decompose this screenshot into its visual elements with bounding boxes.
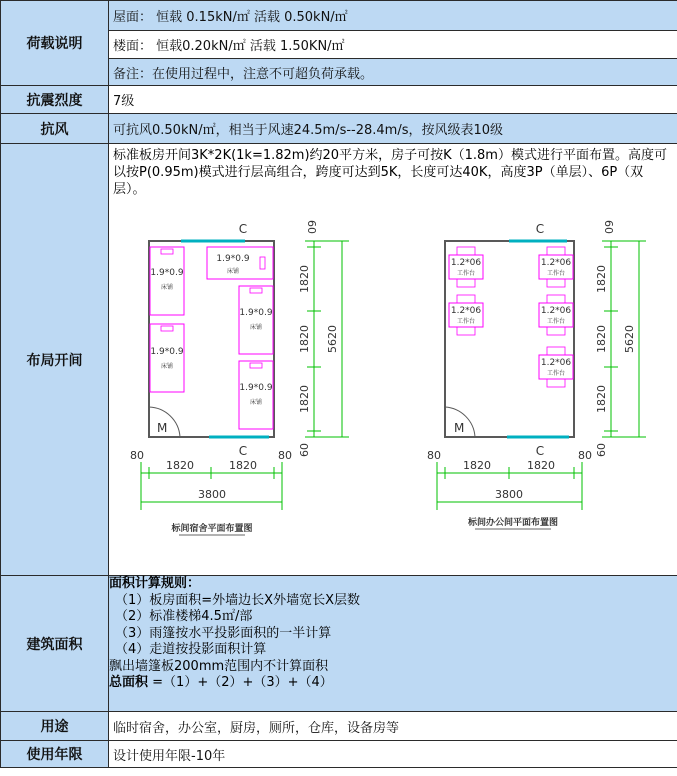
desk bbox=[539, 247, 573, 287]
left-door-label: M bbox=[157, 421, 168, 435]
dim-text: 60 bbox=[602, 220, 615, 234]
area-rule-item: （4）走道按投影面积计算 bbox=[115, 642, 267, 657]
desk bbox=[539, 347, 573, 387]
load-label: 荷载说明 bbox=[1, 1, 109, 86]
right-horizontal-dimensions bbox=[437, 462, 582, 510]
dim-text: 80 bbox=[427, 449, 441, 462]
area-total-label: 总面积 bbox=[109, 675, 149, 690]
svg-text:1.2*06: 1.2*06 bbox=[450, 306, 482, 316]
bed bbox=[239, 361, 273, 429]
right-floor-plan bbox=[427, 220, 646, 529]
floor-load: 楼面： 恒载0.20kN/㎡ 活载 1.50KN/㎡ bbox=[109, 31, 677, 59]
svg-text:床铺: 床铺 bbox=[249, 324, 263, 331]
svg-text:床铺: 床铺 bbox=[160, 284, 174, 291]
dim-total-vertical: 5620 bbox=[326, 325, 339, 353]
area-total-formula: =（1）+（2）+（3）+（4） bbox=[152, 675, 333, 690]
dim-text: 1820 bbox=[595, 385, 608, 413]
dim-text: 60 bbox=[298, 443, 311, 457]
right-door-label: M bbox=[454, 421, 465, 435]
area-rules bbox=[109, 576, 677, 712]
svg-text:工作台: 工作台 bbox=[546, 270, 566, 277]
svg-text:床铺: 床铺 bbox=[249, 399, 263, 406]
svg-text:1.9*0.9: 1.9*0.9 bbox=[150, 268, 184, 278]
dim-text: 80 bbox=[278, 449, 292, 462]
dim-text: 1820 bbox=[595, 325, 608, 353]
svg-text:1.9*0.9: 1.9*0.9 bbox=[150, 347, 184, 357]
dim-text: 80 bbox=[130, 449, 144, 462]
desk bbox=[539, 295, 573, 335]
dim-text: 1820 bbox=[298, 265, 311, 293]
layout-description: 标准板房开间3K*2K(1k=1.82m)约20平方米，房子可按K（1.8m）模式进行平面布置。高度可以按P(0.95m)模式进行层高组合，跨度可达到5K，长度可达40K，高度3P（单层）、6P（双层）。 bbox=[113, 148, 667, 197]
svg-text:床铺: 床铺 bbox=[226, 268, 240, 275]
right-top-label: C bbox=[535, 222, 545, 236]
svg-text:1.2*06: 1.2*06 bbox=[450, 258, 482, 268]
dim-text: 1820 bbox=[166, 459, 194, 472]
area-rule-item: （1）板房面积=外墙边长X外墙宽长X层数 bbox=[115, 592, 360, 608]
dim-text: 1820 bbox=[298, 385, 311, 413]
dim-text: 60 bbox=[595, 443, 608, 457]
load-note: 备注：在使用过程中，注意不可超负荷承载。 bbox=[109, 59, 677, 86]
bed bbox=[207, 247, 273, 279]
svg-text:工作台: 工作台 bbox=[546, 370, 566, 377]
bed bbox=[150, 324, 184, 392]
bed bbox=[150, 247, 184, 315]
dim-total-horizontal: 3800 bbox=[198, 488, 226, 501]
svg-text:1.2*06: 1.2*06 bbox=[540, 306, 572, 316]
layout-label: 布局开间 bbox=[1, 144, 109, 576]
area-rule-item: （3）雨篷按水平投影面积的一半计算 bbox=[115, 625, 332, 641]
svg-text:工作台: 工作台 bbox=[456, 270, 476, 277]
usage-value: 临时宿舍，办公室，厨房，厕所，仓库，设备房等 bbox=[109, 712, 677, 741]
svg-text:1.9*0.9: 1.9*0.9 bbox=[239, 308, 273, 318]
svg-text:1.9*0.9: 1.9*0.9 bbox=[239, 383, 273, 393]
left-bottom-label: C bbox=[238, 444, 248, 458]
svg-text:1.9*0.9: 1.9*0.9 bbox=[216, 254, 250, 264]
desk bbox=[449, 295, 483, 335]
area-label: 建筑面积 bbox=[1, 576, 109, 712]
dim-text: 1820 bbox=[463, 459, 491, 472]
svg-text:工作台: 工作台 bbox=[456, 318, 476, 325]
roof-load: 屋面： 恒载 0.15kN/㎡ 活载 0.50kN/㎡ bbox=[109, 1, 677, 31]
floor-plans-svg bbox=[109, 207, 676, 575]
lifespan-label: 使用年限 bbox=[1, 741, 109, 768]
svg-text:床铺: 床铺 bbox=[160, 363, 174, 370]
left-horizontal-dimensions bbox=[141, 462, 282, 510]
seismic-value: 7级 bbox=[109, 86, 677, 114]
dim-text: 1820 bbox=[527, 459, 555, 472]
lifespan-value: 设计使用年限-10年 bbox=[109, 741, 677, 768]
desk bbox=[449, 247, 483, 287]
left-floor-plan bbox=[130, 220, 349, 535]
left-plan-caption: 标间宿舍平面布置图 bbox=[171, 524, 253, 534]
seismic-label: 抗震烈度 bbox=[1, 86, 109, 114]
svg-text:工作台: 工作台 bbox=[546, 318, 566, 325]
area-rules-title: 面积计算规则： bbox=[109, 576, 201, 591]
svg-text:1.2*06: 1.2*06 bbox=[540, 358, 572, 368]
dim-text: 1820 bbox=[229, 459, 257, 472]
right-bottom-label: C bbox=[535, 444, 545, 458]
dim-text: 1820 bbox=[595, 265, 608, 293]
dim-total-vertical: 5620 bbox=[623, 325, 636, 353]
wind-value: 可抗风0.50kN/㎡，相当于风速24.5m/s--28.4m/s，按风级表10级 bbox=[109, 114, 677, 144]
area-total bbox=[109, 675, 677, 692]
dim-total-horizontal: 3800 bbox=[495, 488, 523, 501]
usage-label: 用途 bbox=[1, 712, 109, 741]
bed bbox=[239, 286, 273, 354]
layout-cell bbox=[109, 144, 677, 576]
floor-plan-drawings bbox=[109, 207, 677, 575]
left-top-label: C bbox=[238, 222, 248, 236]
right-plan-caption: 标间办公间平面布置图 bbox=[467, 518, 559, 528]
dim-text: 80 bbox=[578, 449, 592, 462]
dim-text: 1820 bbox=[298, 325, 311, 353]
dim-text: 60 bbox=[305, 220, 318, 234]
area-note: 飘出墙篷板200mm范围内不计算面积 bbox=[109, 658, 329, 674]
area-rule-item: （2）标准楼梯4.5㎡/部 bbox=[115, 609, 253, 624]
wind-label: 抗风 bbox=[1, 114, 109, 144]
svg-text:1.2*06: 1.2*06 bbox=[540, 258, 572, 268]
